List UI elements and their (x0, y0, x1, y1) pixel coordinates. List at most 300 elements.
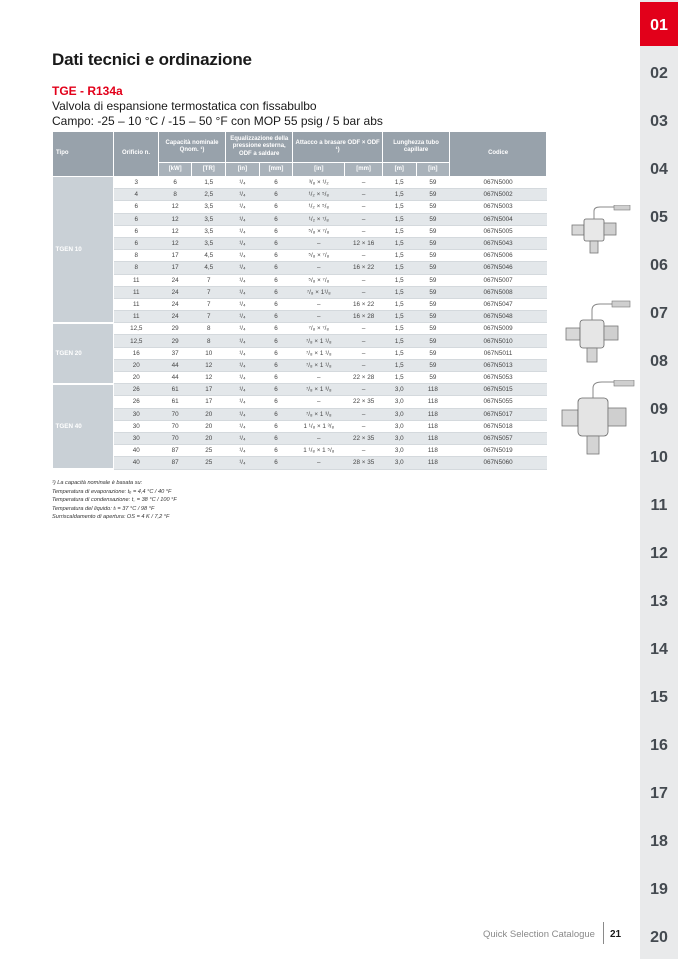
table-cell: – (345, 250, 383, 262)
table-row (53, 457, 547, 469)
table-cell: 067N5003 (450, 201, 547, 213)
table-cell: ¹/₄ (226, 225, 260, 237)
table-cell: 6 (259, 201, 293, 213)
table-cell: 3,0 (382, 396, 416, 408)
table-cell: 1,5 (382, 359, 416, 371)
chapter-tab-17[interactable]: 17 (650, 785, 668, 802)
table-cell: 067N5000 (450, 177, 547, 189)
header-attacco: Attacco a brasare ODF × ODF ¹) (293, 132, 383, 163)
table-cell: 4,5 (192, 262, 226, 274)
table-cell: 067N5010 (450, 335, 547, 347)
table-cell: 6 (259, 225, 293, 237)
valve-tgen40-image (560, 380, 636, 460)
table-cell: – (345, 347, 383, 359)
table-cell: 22 × 28 (345, 372, 383, 384)
table-cell: ¹/₄ (226, 335, 260, 347)
table-cell: 1,5 (382, 311, 416, 323)
table-row (53, 262, 547, 274)
footnote: Surriscaldamento di apertura: OS = 4 K / 7,2 °F (52, 514, 170, 521)
table-cell: 118 (416, 396, 450, 408)
table-cell: 067N5002 (450, 189, 547, 201)
unit-mm: [mm] (345, 163, 383, 177)
table-cell: 1,5 (382, 298, 416, 310)
table-cell: 59 (416, 189, 450, 201)
chapter-tab-10[interactable]: 10 (650, 449, 668, 466)
table-row (53, 201, 547, 213)
table-cell: 1,5 (382, 177, 416, 189)
table-cell: 70 (158, 408, 192, 420)
table-cell: 6 (259, 189, 293, 201)
table-cell: 59 (416, 298, 450, 310)
table-cell: 3,0 (382, 445, 416, 457)
table-cell: 4,5 (192, 250, 226, 262)
table-cell: 12 (158, 237, 192, 249)
table-cell: 59 (416, 177, 450, 189)
header-orificio: Orificio n. (114, 132, 159, 177)
table-cell: 25 (192, 457, 226, 469)
table-row (53, 225, 547, 237)
table-cell: 61 (158, 384, 192, 396)
table-cell: 067N5046 (450, 262, 547, 274)
table-cell: 1 ¹/₈ × 1 ⁵/₈ (293, 445, 345, 457)
table-cell: 067N5011 (450, 347, 547, 359)
table-cell: 16 × 22 (345, 298, 383, 310)
table-cell: 4 (114, 189, 159, 201)
table-cell: – (293, 262, 345, 274)
table-cell: ¹/₄ (226, 201, 260, 213)
valve-tgen10-image (570, 205, 632, 257)
product-description-line-1: Valvola di espansione termostatica con fissabulbo (52, 99, 317, 113)
table-cell: 20 (114, 372, 159, 384)
table-cell: 6 (259, 359, 293, 371)
table-cell: 6 (259, 250, 293, 262)
table-cell: 067N5007 (450, 274, 547, 286)
table-cell: 118 (416, 408, 450, 420)
table-cell: 3,5 (192, 237, 226, 249)
table-cell: 7 (192, 286, 226, 298)
table-cell: ¹/₄ (226, 298, 260, 310)
table-cell: 8 (114, 262, 159, 274)
unit-in: [in] (293, 163, 345, 177)
table-cell: 3,0 (382, 408, 416, 420)
table-cell: 25 (192, 445, 226, 457)
table-cell: ¹/₂ × ⁷/₈ (293, 213, 345, 225)
table-cell: – (345, 445, 383, 457)
table-cell: 12,5 (114, 323, 159, 335)
spec-table-body (53, 177, 547, 470)
table-cell: – (345, 359, 383, 371)
table-cell: – (345, 323, 383, 335)
table-cell: 7 (192, 274, 226, 286)
table-row (53, 237, 547, 249)
table-cell: 12 (158, 213, 192, 225)
table-cell: 3,0 (382, 432, 416, 444)
table-cell: ¹/₄ (226, 274, 260, 286)
chapter-tab-12[interactable]: 12 (650, 545, 668, 562)
table-cell: 26 (114, 396, 159, 408)
table-cell: 17 (192, 384, 226, 396)
table-cell: 1,5 (382, 201, 416, 213)
table-cell: 12,5 (114, 335, 159, 347)
table-cell: ¹/₄ (226, 213, 260, 225)
table-cell: 067N5053 (450, 372, 547, 384)
table-cell: 067N5005 (450, 225, 547, 237)
table-cell: 1,5 (382, 335, 416, 347)
table-cell: – (345, 225, 383, 237)
table-cell: 6 (259, 384, 293, 396)
table-cell: 7 (192, 298, 226, 310)
table-cell: – (293, 372, 345, 384)
table-cell: 6 (259, 457, 293, 469)
table-cell: ¹/₄ (226, 457, 260, 469)
table-cell: ¹/₄ (226, 432, 260, 444)
table-cell: – (345, 201, 383, 213)
table-cell: – (345, 213, 383, 225)
table-cell: 26 (114, 384, 159, 396)
table-row (53, 384, 547, 396)
chapter-tab-09[interactable]: 09 (650, 401, 668, 418)
unit-in: [in] (416, 163, 450, 177)
table-cell: 067N5013 (450, 359, 547, 371)
table-cell: 1,5 (382, 189, 416, 201)
table-cell: 1 ¹/₈ × 1 ³/₈ (293, 420, 345, 432)
table-cell: 067N5018 (450, 420, 547, 432)
table-cell: 70 (158, 420, 192, 432)
table-cell: 6 (259, 298, 293, 310)
table-cell: 067N5004 (450, 213, 547, 225)
table-cell: 1,5 (382, 237, 416, 249)
chapter-tab-11[interactable]: 11 (650, 497, 668, 514)
table-cell: 067N5008 (450, 286, 547, 298)
table-cell: – (293, 237, 345, 249)
table-cell: 59 (416, 323, 450, 335)
table-cell: – (345, 274, 383, 286)
table-cell: ¹/₄ (226, 250, 260, 262)
table-cell: 70 (158, 432, 192, 444)
table-cell: 59 (416, 311, 450, 323)
table-cell: 12 (192, 359, 226, 371)
table-row (53, 408, 547, 420)
table-row (53, 189, 547, 201)
unit-mm: [mm] (259, 163, 293, 177)
table-cell: 067N5006 (450, 250, 547, 262)
table-cell: ¹/₄ (226, 384, 260, 396)
table-cell: ⁷/₈ × 1 ¹/₈ (293, 359, 345, 371)
table-cell: ¹/₄ (226, 323, 260, 335)
table-cell: 7 (192, 311, 226, 323)
table-cell: 12 × 16 (345, 237, 383, 249)
table-cell: 3,0 (382, 457, 416, 469)
table-cell: 6 (259, 408, 293, 420)
table-cell: 24 (158, 286, 192, 298)
table-cell: 29 (158, 335, 192, 347)
chapter-tab-02[interactable]: 02 (650, 65, 668, 82)
table-row (53, 445, 547, 457)
table-cell: ⁵/₈ × ⁷/₈ (293, 274, 345, 286)
table-cell: – (345, 286, 383, 298)
footnotes (52, 479, 177, 522)
table-cell: 40 (114, 457, 159, 469)
table-cell: 24 (158, 274, 192, 286)
table-cell: ¹/₄ (226, 408, 260, 420)
table-cell: ¹/₄ (226, 359, 260, 371)
chapter-tab-14[interactable]: 14 (650, 641, 668, 658)
table-cell: 6 (259, 420, 293, 432)
table-cell: 59 (416, 286, 450, 298)
table-cell: 59 (416, 237, 450, 249)
table-cell: 1,5 (382, 274, 416, 286)
table-cell: ¹/₄ (226, 262, 260, 274)
table-row (53, 311, 547, 323)
chapter-tab-20[interactable]: 20 (650, 929, 668, 946)
table-row (53, 420, 547, 432)
table-cell: 12 (192, 372, 226, 384)
table-cell: 20 (192, 432, 226, 444)
table-cell: 22 × 35 (345, 432, 383, 444)
table-cell: 6 (114, 213, 159, 225)
footnote: Temperatura del liquido: tₗ = 37 °C / 98 °F (52, 505, 155, 512)
table-cell: 118 (416, 445, 450, 457)
table-cell: 17 (158, 250, 192, 262)
table-cell: – (345, 189, 383, 201)
table-row (53, 213, 547, 225)
table-cell: 6 (259, 396, 293, 408)
table-cell: 6 (114, 201, 159, 213)
table-cell: 118 (416, 420, 450, 432)
table-cell: ¹/₄ (226, 311, 260, 323)
table-cell: 16 × 22 (345, 262, 383, 274)
table-cell: 87 (158, 445, 192, 457)
table-cell: 44 (158, 372, 192, 384)
table-cell: 067N5043 (450, 237, 547, 249)
table-cell: ⁵/₈ × ⁷/₈ (293, 250, 345, 262)
table-cell: ¹/₄ (226, 445, 260, 457)
table-cell: – (293, 432, 345, 444)
table-cell: – (293, 457, 345, 469)
table-cell: 17 (192, 396, 226, 408)
footnote: Temperatura di condensazione: t꜀ = 38 °C / 100 °F (52, 497, 177, 504)
footer-catalogue-label: Quick Selection Catalogue (483, 929, 595, 940)
table-cell: 3 (114, 177, 159, 189)
chapter-tab-16[interactable]: 16 (650, 737, 668, 754)
table-cell: 28 × 35 (345, 457, 383, 469)
table-cell: – (345, 335, 383, 347)
table-cell: 37 (158, 347, 192, 359)
group-label: TGEN 40 (53, 384, 114, 469)
table-cell: 1,5 (192, 177, 226, 189)
table-cell: – (345, 384, 383, 396)
table-cell: ¹/₄ (226, 177, 260, 189)
table-cell: 6 (259, 213, 293, 225)
table-cell: 067N5060 (450, 457, 547, 469)
table-cell: ¹/₂ × ⁵/₈ (293, 201, 345, 213)
table-cell: 067N5015 (450, 384, 547, 396)
unit-kw: [kW] (158, 163, 192, 177)
table-cell: 20 (192, 408, 226, 420)
table-cell: 6 (259, 323, 293, 335)
chapter-tab-01[interactable]: 01 (640, 2, 678, 46)
table-cell: 11 (114, 311, 159, 323)
table-cell: 59 (416, 372, 450, 384)
table-cell: 59 (416, 335, 450, 347)
table-cell: ¹/₄ (226, 420, 260, 432)
table-cell: 20 (114, 359, 159, 371)
table-cell: ¹/₄ (226, 372, 260, 384)
table-cell: 11 (114, 286, 159, 298)
table-cell: 3,5 (192, 213, 226, 225)
table-cell: 3,0 (382, 420, 416, 432)
table-cell: 067N5047 (450, 298, 547, 310)
table-cell: 16 (114, 347, 159, 359)
table-cell: 59 (416, 359, 450, 371)
chapter-tab-15[interactable]: 15 (650, 689, 668, 706)
chapter-sidebar (640, 0, 678, 959)
chapter-tab-05[interactable]: 05 (650, 209, 668, 226)
table-row (53, 372, 547, 384)
table-cell: – (293, 311, 345, 323)
header-lunghezza: Lunghezza tubo capillare (382, 132, 449, 163)
chapter-tab-13[interactable]: 13 (650, 593, 668, 610)
valve-tgen20-image (564, 300, 634, 366)
table-cell: 1,5 (382, 262, 416, 274)
table-row (53, 396, 547, 408)
table-cell: 6 (259, 347, 293, 359)
product-description (52, 99, 383, 129)
table-cell: ⁷/₈ × 1 ¹/₈ (293, 347, 345, 359)
table-cell: 59 (416, 213, 450, 225)
table-cell: 067N5009 (450, 323, 547, 335)
table-row (53, 432, 547, 444)
table-cell: ¹/₄ (226, 189, 260, 201)
group-label: TGEN 10 (53, 177, 114, 323)
table-cell: 8 (192, 335, 226, 347)
table-cell: 30 (114, 432, 159, 444)
chapter-tab-04[interactable]: 04 (650, 161, 668, 178)
table-row (53, 250, 547, 262)
table-cell: 3,5 (192, 225, 226, 237)
table-cell: – (293, 298, 345, 310)
chapter-tab-07[interactable]: 07 (650, 305, 668, 322)
table-cell: 17 (158, 262, 192, 274)
table-cell: 10 (192, 347, 226, 359)
table-cell: 30 (114, 420, 159, 432)
table-row (53, 177, 547, 189)
table-cell: 24 (158, 311, 192, 323)
table-cell: 067N5048 (450, 311, 547, 323)
page-title: Dati tecnici e ordinazione (52, 50, 252, 69)
table-cell: ¹/₄ (226, 286, 260, 298)
table-row (53, 323, 547, 335)
table-cell: 067N5055 (450, 396, 547, 408)
table-cell: 6 (158, 177, 192, 189)
table-cell: 29 (158, 323, 192, 335)
table-cell: 6 (259, 372, 293, 384)
table-cell: 44 (158, 359, 192, 371)
table-cell: 24 (158, 298, 192, 310)
table-cell: 40 (114, 445, 159, 457)
table-cell: 59 (416, 225, 450, 237)
table-cell: 6 (259, 237, 293, 249)
table-cell: 20 (192, 420, 226, 432)
table-cell: 6 (259, 445, 293, 457)
table-cell: 6 (259, 177, 293, 189)
table-cell: 8 (192, 323, 226, 335)
table-cell: 6 (259, 335, 293, 347)
table-cell: 12 (158, 225, 192, 237)
table-cell: 16 × 28 (345, 311, 383, 323)
table-cell: 59 (416, 201, 450, 213)
table-row (53, 286, 547, 298)
table-row (53, 347, 547, 359)
table-cell: 1,5 (382, 286, 416, 298)
table-cell: 22 × 35 (345, 396, 383, 408)
header-equalizzazione: Equalizzazione della pressione esterna, ODF a saldare (226, 132, 293, 163)
table-cell: 6 (259, 286, 293, 298)
unit-tr: [TR] (192, 163, 226, 177)
table-cell: 118 (416, 432, 450, 444)
chapter-tab-06[interactable]: 06 (650, 257, 668, 274)
table-cell: – (345, 408, 383, 420)
table-cell: 61 (158, 396, 192, 408)
table-cell: 6 (259, 274, 293, 286)
table-cell: 1,5 (382, 225, 416, 237)
table-cell: 59 (416, 250, 450, 262)
chapter-tab-19[interactable]: 19 (650, 881, 668, 898)
table-cell: 118 (416, 457, 450, 469)
product-description-line-2: Campo: -25 – 10 °C / -15 – 50 °F con MOP 55 psig / 5 bar abs (52, 114, 383, 128)
table-cell: 6 (259, 432, 293, 444)
table-cell: ³/₈ × ¹/₂ (293, 177, 345, 189)
spec-table (52, 131, 547, 470)
table-cell: ¹/₄ (226, 347, 260, 359)
table-cell: ¹/₄ (226, 237, 260, 249)
table-cell: 6 (114, 225, 159, 237)
table-cell: – (345, 420, 383, 432)
product-title: TGE - R134a (52, 84, 123, 98)
table-cell: ¹/₄ (226, 396, 260, 408)
table-cell: 59 (416, 262, 450, 274)
footnote: Temperatura di evaporazione: tₑ = 4,4 °C / 40 °F (52, 488, 172, 495)
table-cell: 067N5019 (450, 445, 547, 457)
table-cell: 118 (416, 384, 450, 396)
table-cell: 1,5 (382, 372, 416, 384)
chapter-tab-18[interactable]: 18 (650, 833, 668, 850)
table-cell: ⁷/₈ × 1¹/₈ (293, 286, 345, 298)
table-cell: 59 (416, 347, 450, 359)
table-row (53, 359, 547, 371)
chapter-tab-03[interactable]: 03 (650, 113, 668, 130)
table-cell: 30 (114, 408, 159, 420)
table-cell: 87 (158, 457, 192, 469)
table-cell: 1,5 (382, 213, 416, 225)
table-cell: ⁷/₈ × ⁷/₈ (293, 323, 345, 335)
footnote: ¹) La capacità nominale è basata su: (52, 480, 143, 486)
table-cell: 2,5 (192, 189, 226, 201)
table-cell: ⁷/₈ × 1 ¹/₈ (293, 335, 345, 347)
header-codice: Codice (450, 132, 547, 177)
table-cell: 3,0 (382, 384, 416, 396)
table-cell: ⁷/₈ × 1 ³/₈ (293, 384, 345, 396)
chapter-tab-08[interactable]: 08 (650, 353, 668, 370)
table-cell: 59 (416, 274, 450, 286)
table-cell: – (293, 396, 345, 408)
footer-divider (603, 922, 604, 944)
table-cell: 6 (259, 311, 293, 323)
table-cell: 6 (259, 262, 293, 274)
table-cell: 8 (158, 189, 192, 201)
group-label: TGEN 20 (53, 323, 114, 384)
footer-page-number: 21 (610, 929, 622, 940)
